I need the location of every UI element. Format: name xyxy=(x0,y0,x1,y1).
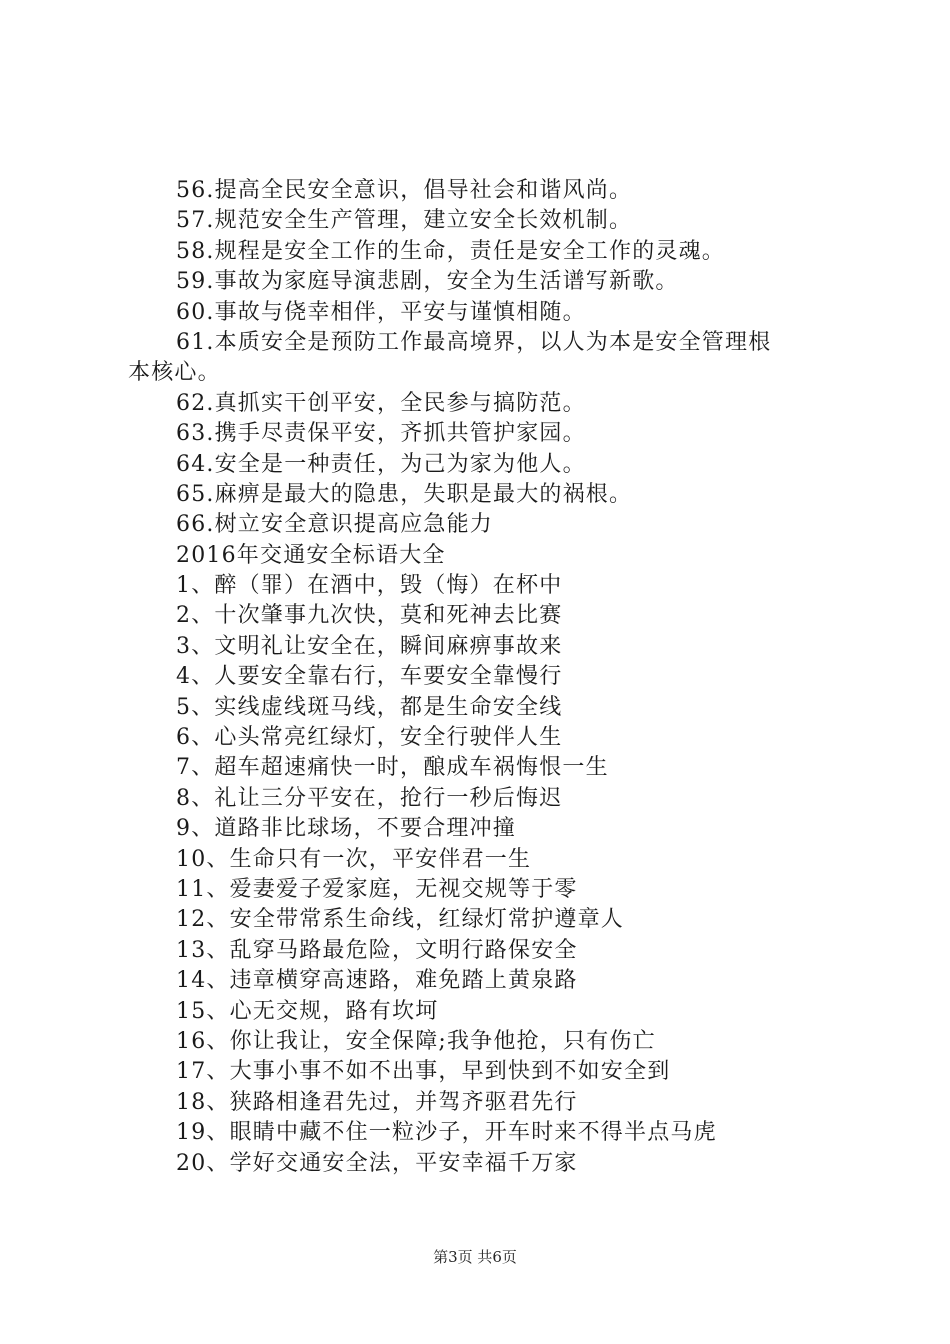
text-line: 57.规范安全生产管理，建立安全长效机制。 xyxy=(176,208,633,234)
section-heading: 2016年交通安全标语大全 xyxy=(176,542,446,568)
text-line: 63.携手尽责保平安，齐抓共管护家园。 xyxy=(176,421,586,447)
list-item: 18、狭路相逢君先过，并驾齐驱君先行 xyxy=(176,1089,578,1115)
list-item: 16、你让我让，安全保障;我争他抢，只有伤亡 xyxy=(176,1028,656,1054)
text-line: 60.事故与侥幸相伴，平安与谨慎相随。 xyxy=(176,299,586,325)
list-item: 20、学好交通安全法，平安幸福千万家 xyxy=(176,1150,578,1176)
list-item: 7、超车超速痛快一时，酿成车祸悔恨一生 xyxy=(176,755,609,781)
list-item: 2、十次肇事九次快，莫和死神去比赛 xyxy=(176,603,563,629)
list-item: 10、生命只有一次，平安伴君一生 xyxy=(176,846,532,872)
list-item: 5、实线虚线斑马线，都是生命安全线 xyxy=(176,694,563,720)
text-line-continuation: 本核心。 xyxy=(128,360,221,386)
text-line: 66.树立安全意识提高应急能力 xyxy=(176,512,493,538)
page-number-footer: 第3页 共6页 xyxy=(433,1248,517,1266)
list-item: 8、礼让三分平安在，抢行一秒后悔迟 xyxy=(176,785,563,811)
text-line: 61.本质安全是预防工作最高境界，以人为本是安全管理根 xyxy=(176,329,772,355)
text-line: 64.安全是一种责任，为己为家为他人。 xyxy=(176,451,586,477)
list-item: 15、心无交规，路有坎坷 xyxy=(176,998,439,1024)
list-item: 9、道路非比球场，不要合理冲撞 xyxy=(176,816,516,842)
list-item: 19、眼睛中藏不住一粒沙子，开车时来不得半点马虎 xyxy=(176,1120,717,1146)
list-item: 1、醉（罪）在酒中，毁（悔）在杯中 xyxy=(176,573,563,599)
text-line: 58.规程是安全工作的生命，责任是安全工作的灵魂。 xyxy=(176,238,725,264)
list-item: 6、心头常亮红绿灯，安全行驶伴人生 xyxy=(176,725,563,751)
list-item: 12、安全带常系生命线，红绿灯常护遵章人 xyxy=(176,907,624,933)
list-item: 17、大事小事不如不出事，早到快到不如安全到 xyxy=(176,1059,671,1085)
document-body xyxy=(0,176,950,1179)
list-item: 13、乱穿马路最危险，文明行路保安全 xyxy=(176,937,578,963)
text-line: 65.麻痹是最大的隐患，失职是最大的祸根。 xyxy=(176,481,633,507)
list-item: 4、人要安全靠右行，车要安全靠慢行 xyxy=(176,664,563,690)
list-item: 11、爱妻爱子爱家庭，无视交规等于零 xyxy=(176,876,578,902)
text-line: 59.事故为家庭导演悲剧，安全为生活谱写新歌。 xyxy=(176,269,679,295)
text-line: 62.真抓实干创平安，全民参与搞防范。 xyxy=(176,390,586,416)
list-item: 14、违章横穿高速路，难免踏上黄泉路 xyxy=(176,968,578,994)
text-line: 56.提高全民安全意识，倡导社会和谐风尚。 xyxy=(176,178,633,203)
list-item: 3、文明礼让安全在，瞬间麻痹事故来 xyxy=(176,633,563,659)
